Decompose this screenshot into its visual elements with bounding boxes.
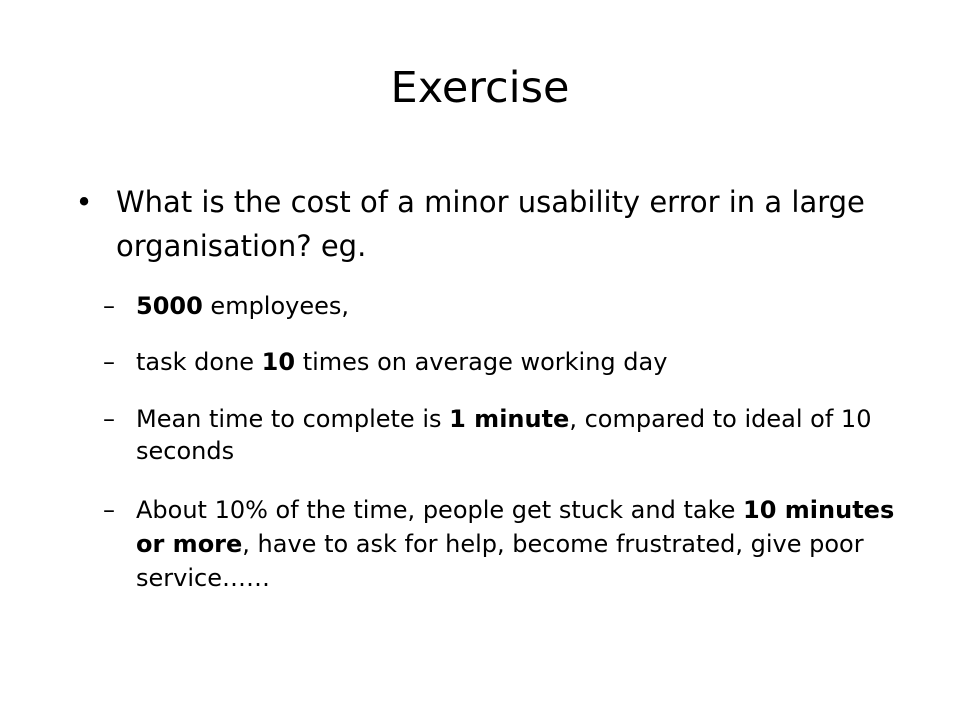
- sub-bullet-stuck-time: [103, 493, 896, 595]
- bullet-marker: •: [75, 185, 93, 219]
- employees-text: employees,: [202, 292, 350, 320]
- sub-bullet-marker: –: [103, 405, 115, 433]
- main-bullet-text: What is the cost of a minor usability error in a large organisation? eg.: [116, 185, 865, 263]
- sub-bullet-employees: [103, 291, 896, 321]
- stuck-time-value: 10 minutes or more: [136, 496, 895, 558]
- task-count: 10: [261, 348, 296, 376]
- task-text-after: times on average working day: [295, 348, 668, 376]
- sub-bullet-task-frequency: [103, 347, 896, 377]
- mean-time-value: 1 minute: [449, 405, 570, 433]
- sub-bullet-marker: –: [103, 496, 115, 524]
- slide-title: Exercise: [390, 63, 570, 113]
- task-text-before: task done: [136, 348, 262, 376]
- main-bullet: [75, 180, 906, 268]
- mean-time-text-before: Mean time to complete is: [136, 405, 450, 433]
- stuck-text-after: , have to ask for help, become frustrated, give poor service……: [136, 530, 864, 592]
- employees-count: 5000: [136, 292, 203, 320]
- sub-bullet-mean-time: [103, 403, 896, 467]
- stuck-text-before: About 10% of the time, people get stuck and take: [136, 496, 744, 524]
- mean-time-text-after: , compared to ideal of 10 seconds: [136, 405, 872, 465]
- sub-bullet-marker: –: [103, 348, 115, 376]
- sub-bullet-marker: –: [103, 292, 115, 320]
